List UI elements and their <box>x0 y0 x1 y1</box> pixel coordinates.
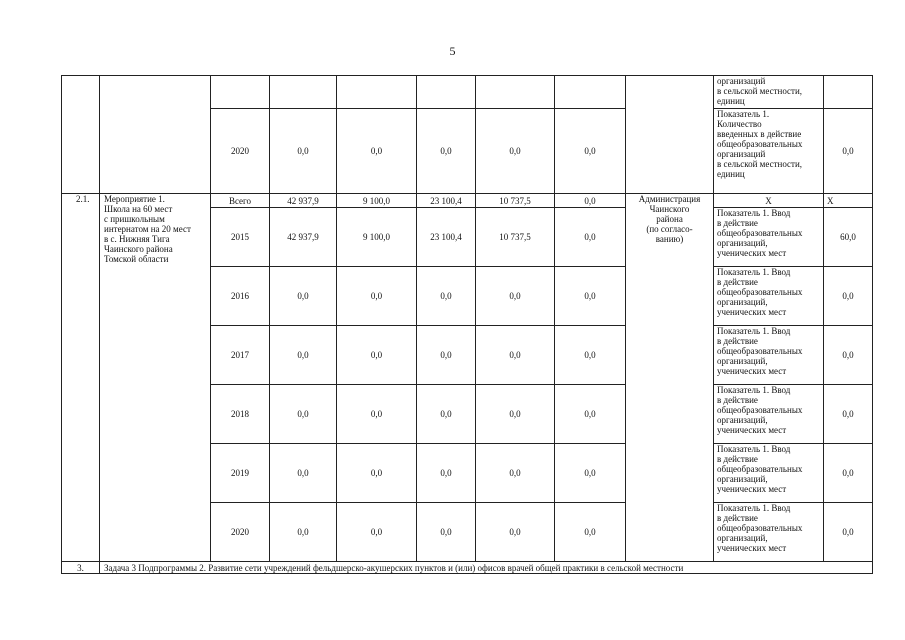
indicator-value: X <box>824 194 873 208</box>
description-cell <box>100 76 211 194</box>
executor-cell: Администрация Чаинского района (по согласо- ванию) <box>626 194 714 562</box>
indicator-value: 0,0 <box>824 444 873 503</box>
value-cell: 42 937,9 <box>270 208 337 267</box>
value-cell: 0,0 <box>270 444 337 503</box>
year-cell <box>211 76 270 109</box>
value-cell: 0,0 <box>417 109 476 194</box>
indicator-value: 0,0 <box>824 267 873 326</box>
indicator-text: Показатель 1. Ввод в действие общеобразовательных организаций, ученических мест <box>714 208 824 267</box>
value-cell: 0,0 <box>417 326 476 385</box>
value-cell <box>270 76 337 109</box>
program-table <box>61 75 873 574</box>
value-cell: 23 100,4 <box>417 208 476 267</box>
task-number: 3. <box>62 562 100 574</box>
value-cell: 0,0 <box>476 109 555 194</box>
value-cell: 0,0 <box>555 503 626 562</box>
value-cell: 0,0 <box>270 503 337 562</box>
table-row <box>62 194 873 208</box>
value-cell <box>417 76 476 109</box>
value-cell: 0,0 <box>555 109 626 194</box>
year-cell: 2018 <box>211 385 270 444</box>
indicator-value <box>824 76 873 109</box>
year-cell: 2017 <box>211 326 270 385</box>
value-cell: 0,0 <box>476 503 555 562</box>
indicator-value: 0,0 <box>824 109 873 194</box>
indicator-value: 0,0 <box>824 326 873 385</box>
indicator-value: 0,0 <box>824 503 873 562</box>
year-cell: 2016 <box>211 267 270 326</box>
indicator-text: Показатель 1. Ввод в действие общеобразовательных организаций, ученических мест <box>714 503 824 562</box>
value-cell: 9 100,0 <box>337 208 417 267</box>
indicator-text: Показатель 1. Ввод в действие общеобразовательных организаций, ученических мест <box>714 444 824 503</box>
value-cell: 0,0 <box>270 109 337 194</box>
value-cell: 9 100,0 <box>337 194 417 208</box>
year-cell: 2015 <box>211 208 270 267</box>
value-cell: 0,0 <box>555 208 626 267</box>
row-number-cell <box>62 76 100 194</box>
value-cell: 0,0 <box>417 385 476 444</box>
value-cell: 0,0 <box>476 267 555 326</box>
indicator-text: Показатель 1. Ввод в действие общеобразовательных организаций, ученических мест <box>714 385 824 444</box>
value-cell: 42 937,9 <box>270 194 337 208</box>
value-cell: 0,0 <box>476 444 555 503</box>
indicator-text: X <box>714 194 824 208</box>
value-cell: 0,0 <box>337 503 417 562</box>
value-cell: 0,0 <box>270 385 337 444</box>
value-cell: 0,0 <box>417 267 476 326</box>
value-cell: 0,0 <box>337 385 417 444</box>
year-cell: 2019 <box>211 444 270 503</box>
value-cell: 10 737,5 <box>476 194 555 208</box>
indicator-text: Показатель 1. Количество введенных в действие общеобразовательных организаций в сельской местности, единиц <box>714 109 824 194</box>
indicator-text: Показатель 1. Ввод в действие общеобразовательных организаций, ученических мест <box>714 326 824 385</box>
value-cell: 0,0 <box>555 326 626 385</box>
value-cell: 23 100,4 <box>417 194 476 208</box>
indicator-value: 60,0 <box>824 208 873 267</box>
value-cell: 0,0 <box>337 267 417 326</box>
value-cell <box>476 76 555 109</box>
year-cell: 2020 <box>211 503 270 562</box>
measure-description: Мероприятие 1. Школа на 60 мест с пришкольным интернатом на 20 мест в с. Нижняя Тига Чаинского района Томской области <box>100 194 211 562</box>
table-row <box>62 76 873 109</box>
value-cell: 0,0 <box>270 267 337 326</box>
value-cell: 10 737,5 <box>476 208 555 267</box>
page-number: 5 <box>449 44 456 58</box>
indicator-text: организаций в сельской местности, единиц <box>714 76 824 109</box>
value-cell: 0,0 <box>270 326 337 385</box>
value-cell: 0,0 <box>417 444 476 503</box>
value-cell: 0,0 <box>337 444 417 503</box>
value-cell: 0,0 <box>555 385 626 444</box>
measure-number: 2.1. <box>62 194 100 562</box>
executor-cell <box>626 76 714 194</box>
year-cell: Всего <box>211 194 270 208</box>
value-cell <box>337 76 417 109</box>
value-cell: 0,0 <box>337 109 417 194</box>
year-cell: 2020 <box>211 109 270 194</box>
value-cell: 0,0 <box>555 444 626 503</box>
table-row <box>62 562 873 574</box>
value-cell: 0,0 <box>555 194 626 208</box>
indicator-text: Показатель 1. Ввод в действие общеобразовательных организаций, ученических мест <box>714 267 824 326</box>
value-cell: 0,0 <box>476 385 555 444</box>
value-cell <box>555 76 626 109</box>
task-description: Задача 3 Подпрограммы 2. Развитие сети учреждений фельдшерско-акушерских пунктов и (или) офисов врачей общей практики в сельской местности <box>100 562 873 574</box>
value-cell: 0,0 <box>555 267 626 326</box>
value-cell: 0,0 <box>476 326 555 385</box>
value-cell: 0,0 <box>337 326 417 385</box>
value-cell: 0,0 <box>417 503 476 562</box>
indicator-value: 0,0 <box>824 385 873 444</box>
